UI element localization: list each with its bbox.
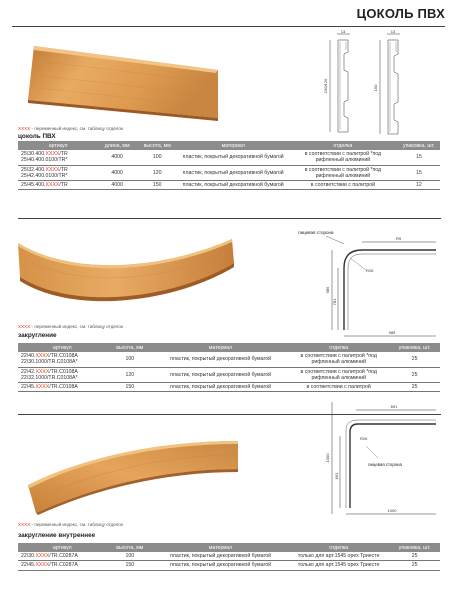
dim-text: 150 [373, 84, 378, 92]
variable-index-note: XXXX - переменный индекс, см. таблицу отделок [18, 126, 123, 131]
inner-corner-drawing [296, 396, 446, 518]
finish-cell: в соответствии с палитрой *под рифленный алюминий [288, 367, 389, 383]
finish-cell: только для арт.1545 орех Триесте [288, 552, 389, 561]
pack-cell: 25 [389, 352, 440, 367]
material-cell: пластик, покрытый декоративной бумагой [178, 165, 288, 181]
finish-cell: только для арт.1545 орех Триесте [288, 561, 389, 570]
length-cell: 4000 [98, 150, 136, 165]
height-cell: 100 [107, 352, 153, 367]
face-side-label: лицевая сторона [368, 462, 402, 467]
pack-cell: 25 [389, 383, 440, 392]
height-cell: 120 [107, 367, 153, 383]
dim-text: 781 [332, 298, 337, 306]
column-header: отделка [288, 543, 389, 552]
finish-cell: в соответствии с палитрой [288, 383, 389, 392]
column-header: высота, мм [107, 543, 153, 552]
height-cell: 150 [107, 561, 153, 570]
page-title: ЦОКОЛЬ ПВХ [356, 6, 445, 21]
finish-cell: в соответствии с палитрой *под рифленный алюминий [288, 165, 398, 181]
column-header: упаковка, шт. [389, 343, 440, 352]
length-cell: 4000 [98, 181, 136, 190]
plinth-inner-curved-image [22, 435, 242, 515]
dim-text: 691 [334, 472, 339, 480]
material-cell: пластик, покрытый декоративной бумагой [153, 352, 288, 367]
dim-text: R9 [396, 236, 402, 241]
article-code: 22\30.XXXX/TR.C0287A [21, 553, 78, 559]
table-row [18, 552, 440, 561]
material-cell: пластик, покрытый декоративной бумагой [153, 561, 288, 570]
spec-table [18, 543, 440, 571]
material-cell: пластик, покрытый декоративной бумагой [153, 552, 288, 561]
face-side-label: лицевая сторона [298, 230, 334, 235]
column-header: артикул [18, 343, 107, 352]
column-header: материал [178, 141, 288, 150]
pack-cell: 15 [398, 150, 440, 165]
height-cell: 100 [136, 150, 178, 165]
dim-text: 985 [325, 286, 330, 294]
article-code: 22\40.XXXX/TR.C0108A [21, 353, 78, 359]
height-cell: 150 [107, 383, 153, 392]
finish-cell: в соответствии с палитрой [288, 181, 398, 190]
section-title: закругление [18, 332, 57, 339]
section-title: цоколь ПВХ [18, 133, 56, 140]
article-cell [18, 561, 107, 570]
dim-text: 100/120 [323, 78, 328, 94]
length-cell: 4000 [98, 165, 136, 181]
height-cell: 120 [136, 165, 178, 181]
material-cell: пластик, покрытый декоративной бумагой [153, 367, 288, 383]
dim-text: 1000 [325, 453, 330, 463]
column-header: артикул [18, 543, 107, 552]
section-title: закругление внутреннее [18, 532, 96, 539]
article-code: 25\45.400.XXXX/TR [21, 182, 68, 189]
material-cell: пластик, покрытый декоративной бумагой [178, 150, 288, 165]
material-cell: пластик, покрытый декоративной бумагой [178, 181, 288, 190]
article-code: 25\30.400.XXXX/TR [21, 151, 68, 157]
article-code: 25\42.400.0100/TR* [21, 172, 68, 179]
dim-text: 1000 [387, 508, 397, 513]
table-row [18, 561, 440, 570]
column-header: отделка [288, 141, 398, 150]
pack-cell: 25 [389, 552, 440, 561]
column-header: упаковка, шт. [398, 141, 440, 150]
column-header: материал [153, 543, 288, 552]
dim-text: 985 [388, 330, 396, 335]
material-cell: пластик, покрытый декоративной бумагой [153, 383, 288, 392]
dim-text: 13 [390, 29, 396, 34]
dim-text: 13 [340, 29, 346, 34]
dim-text: R26 [366, 268, 374, 273]
column-header: отделка [288, 343, 389, 352]
column-header: высота, мм [107, 343, 153, 352]
pack-cell: 25 [389, 367, 440, 383]
article-code: 25\32.400.XXXX/TR [21, 166, 68, 173]
article-code: 22\30.1000/TR.C0108A* [21, 359, 78, 366]
pack-cell: 12 [398, 181, 440, 190]
article-code: 22\32.1000/TR.C0108A* [21, 374, 78, 381]
dim-text: R26 [360, 436, 368, 441]
column-header: артикул [18, 141, 98, 150]
column-header: материал [153, 343, 288, 352]
column-header: упаковка, шт. [389, 543, 440, 552]
pack-cell: 25 [389, 561, 440, 570]
article-code: 22\45.XXXX/TR.C0108A [21, 384, 78, 391]
height-cell: 150 [136, 181, 178, 190]
article-code: 22\45.XXXX/TR.C0287A [21, 562, 78, 569]
finish-cell: в соответствии с палитрой *под рифленный алюминий [288, 352, 389, 367]
finish-cell: в соответствии с палитрой *под рифленный алюминий [288, 150, 398, 165]
article-cell [18, 552, 107, 561]
table-header-row [18, 543, 440, 552]
article-code: 25\40.400.0100/TR* [21, 157, 68, 164]
variable-index-note: XXXX - переменный индекс, см. таблицу отделок [18, 324, 123, 329]
article-code: 22\42.XXXX/TR.C0108A [21, 368, 78, 375]
column-header: высота, мм [136, 141, 178, 150]
height-cell: 100 [107, 552, 153, 561]
column-header: длина, мм [98, 141, 136, 150]
variable-index-note: XXXX - переменный индекс, см. таблицу отделок [18, 522, 123, 527]
pack-cell: 15 [398, 165, 440, 181]
dim-text: 691 [390, 404, 398, 409]
